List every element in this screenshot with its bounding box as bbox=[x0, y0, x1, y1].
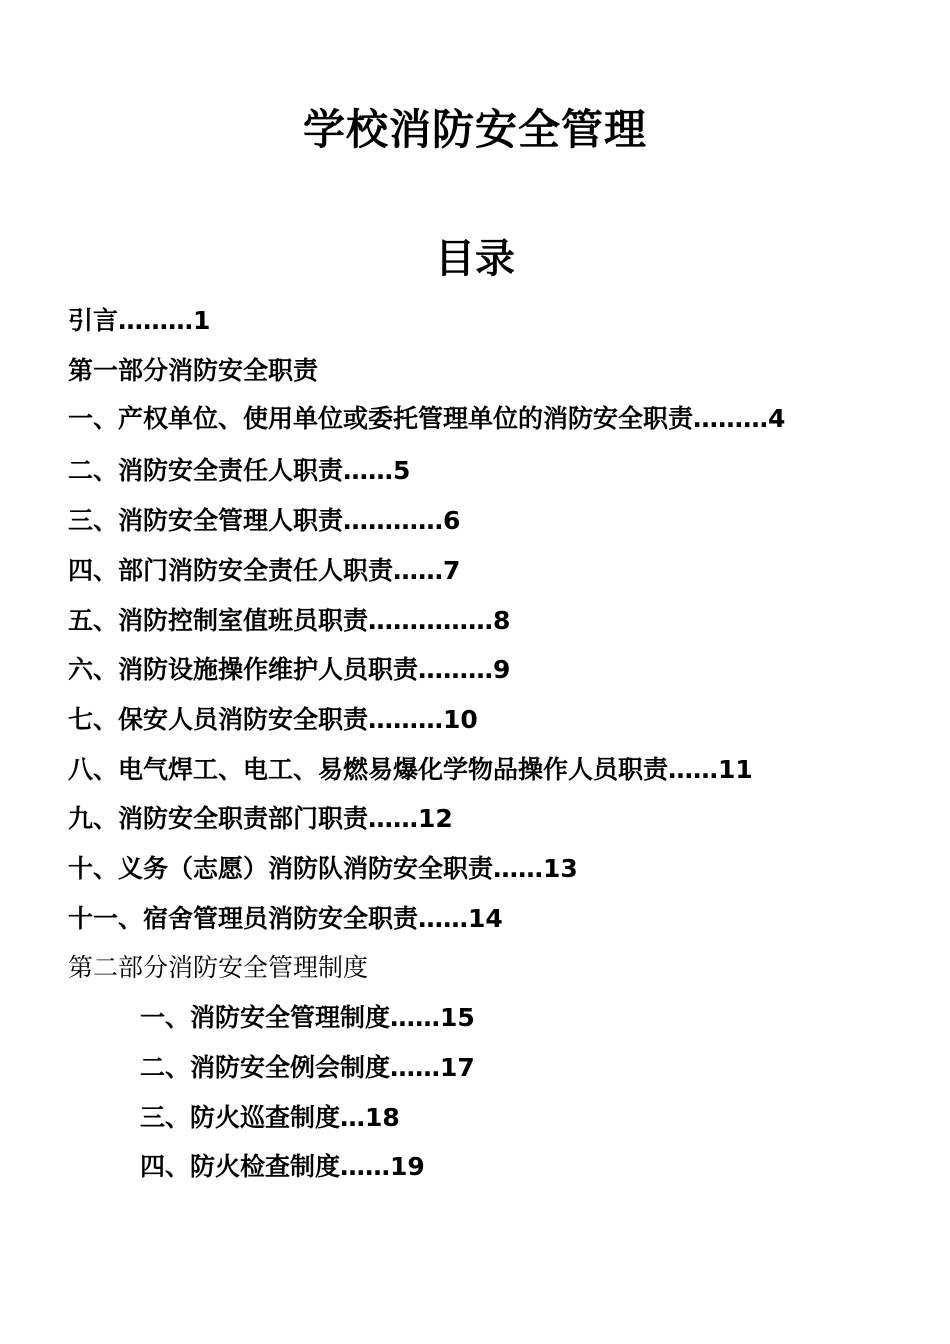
toc-entry: 一、消防安全管理制度……15 bbox=[140, 1003, 475, 1033]
toc-heading: 目录 bbox=[435, 236, 515, 282]
toc-entry: 七、保安人员消防安全职责………10 bbox=[68, 704, 478, 734]
toc-entry: 十一、宿舍管理员消防安全职责……14 bbox=[68, 903, 503, 933]
toc-section-part-one: 第一部分消防安全职责 bbox=[68, 355, 319, 385]
toc-entry: 八、电气焊工、电工、易燃易爆化学物品操作人员职责……11 bbox=[68, 754, 753, 784]
toc-entry: 四、防火检查制度……19 bbox=[140, 1152, 425, 1182]
toc-section-part-two: 第二部分消防安全管理制度 bbox=[68, 953, 369, 983]
toc-entry: 三、消防安全管理人职责…………6 bbox=[68, 506, 461, 536]
document-title: 学校消防安全管理 bbox=[302, 105, 647, 154]
toc-entry: 四、部门消防安全责任人职责……7 bbox=[68, 555, 461, 585]
toc-entry: 九、消防安全职责部门职责……12 bbox=[68, 804, 453, 834]
toc-entry: 一、产权单位、使用单位或委托管理单位的消防安全职责………4 bbox=[68, 404, 786, 434]
toc-entry: 二、消防安全责任人职责……5 bbox=[68, 456, 411, 486]
toc-entry: 十、义务（志愿）消防队消防安全职责……13 bbox=[68, 854, 578, 884]
toc-entry: 五、消防控制室值班员职责……………8 bbox=[68, 605, 511, 635]
toc-entry-introduction: 引言………1 bbox=[68, 306, 211, 335]
toc-entry: 三、防火巡查制度…18 bbox=[140, 1102, 400, 1132]
toc-entry: 二、消防安全例会制度……17 bbox=[140, 1052, 475, 1082]
table-of-contents bbox=[68, 296, 898, 1192]
toc-entry: 六、消防设施操作维护人员职责………9 bbox=[68, 655, 511, 685]
